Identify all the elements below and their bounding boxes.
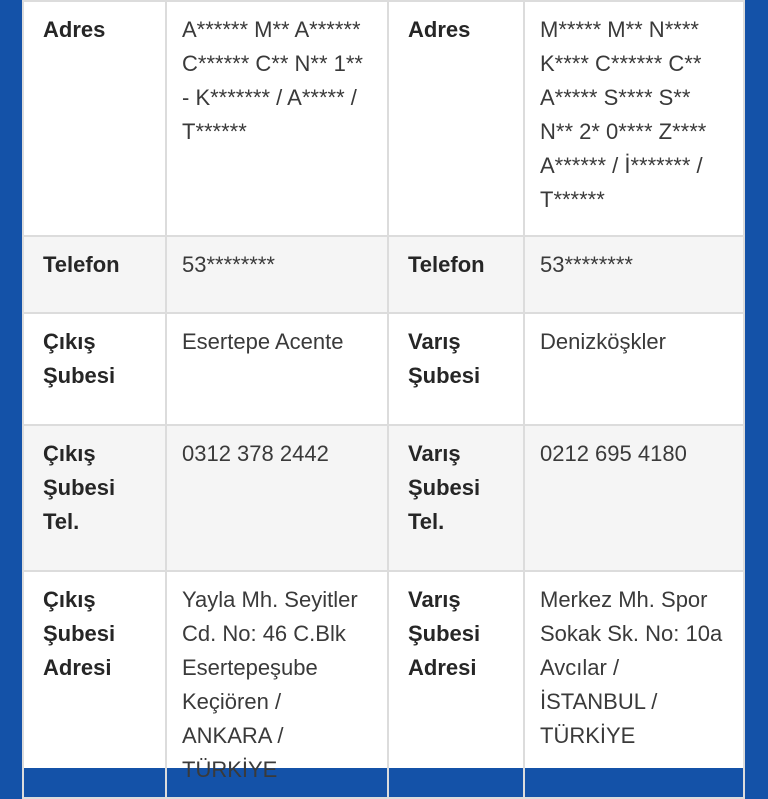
origin-branch-value: Esertepe Acente xyxy=(166,313,388,425)
table-row-phone xyxy=(23,236,744,313)
sender-address-value: A****** M** A****** C****** C** N** 1** - K******* / A***** / T****** xyxy=(166,1,388,236)
table-row-branch xyxy=(23,313,744,425)
origin-branch-phone-value[interactable]: 0312 378 2442 xyxy=(166,425,388,571)
sender-phone-label: Telefon xyxy=(23,236,166,313)
table-row-branch-address xyxy=(23,571,744,798)
origin-branch-label: Çıkış Şubesi xyxy=(23,313,166,425)
receiver-address-label: Adres xyxy=(388,1,524,236)
destination-branch-label: Varış Şubesi xyxy=(388,313,524,425)
destination-branch-phone-label: Varış Şubesi Tel. xyxy=(388,425,524,571)
sender-phone-value: 53******** xyxy=(166,236,388,313)
receiver-phone-value: 53******** xyxy=(524,236,744,313)
destination-branch-address-label: Varış Şubesi Adresi xyxy=(388,571,524,798)
table-row-branch-phone xyxy=(23,425,744,571)
origin-branch-address-label: Çıkış Şubesi Adresi xyxy=(23,571,166,798)
receiver-address-value: M***** M** N**** K**** C****** C** A***** S**** S** N** 2* 0**** Z**** A****** / İ******* / T****** xyxy=(524,1,744,236)
table-row-address xyxy=(23,1,744,236)
shipment-details-table xyxy=(22,0,745,799)
shipment-details-panel xyxy=(22,0,743,782)
destination-branch-phone-value[interactable]: 0212 695 4180 xyxy=(524,425,744,571)
destination-branch-address-value: Merkez Mh. Spor Sokak Sk. No: 10a Avcılar / İSTANBUL / TÜRKİYE xyxy=(524,571,744,798)
origin-branch-address-value: Yayla Mh. Seyitler Cd. No: 46 C.Blk Esertepeşube Keçiören / ANKARA / TÜRKİYE xyxy=(166,571,388,798)
sender-address-label: Adres xyxy=(23,1,166,236)
destination-branch-value: Denizköşkler xyxy=(524,313,744,425)
receiver-phone-label: Telefon xyxy=(388,236,524,313)
origin-branch-phone-label: Çıkış Şubesi Tel. xyxy=(23,425,166,571)
